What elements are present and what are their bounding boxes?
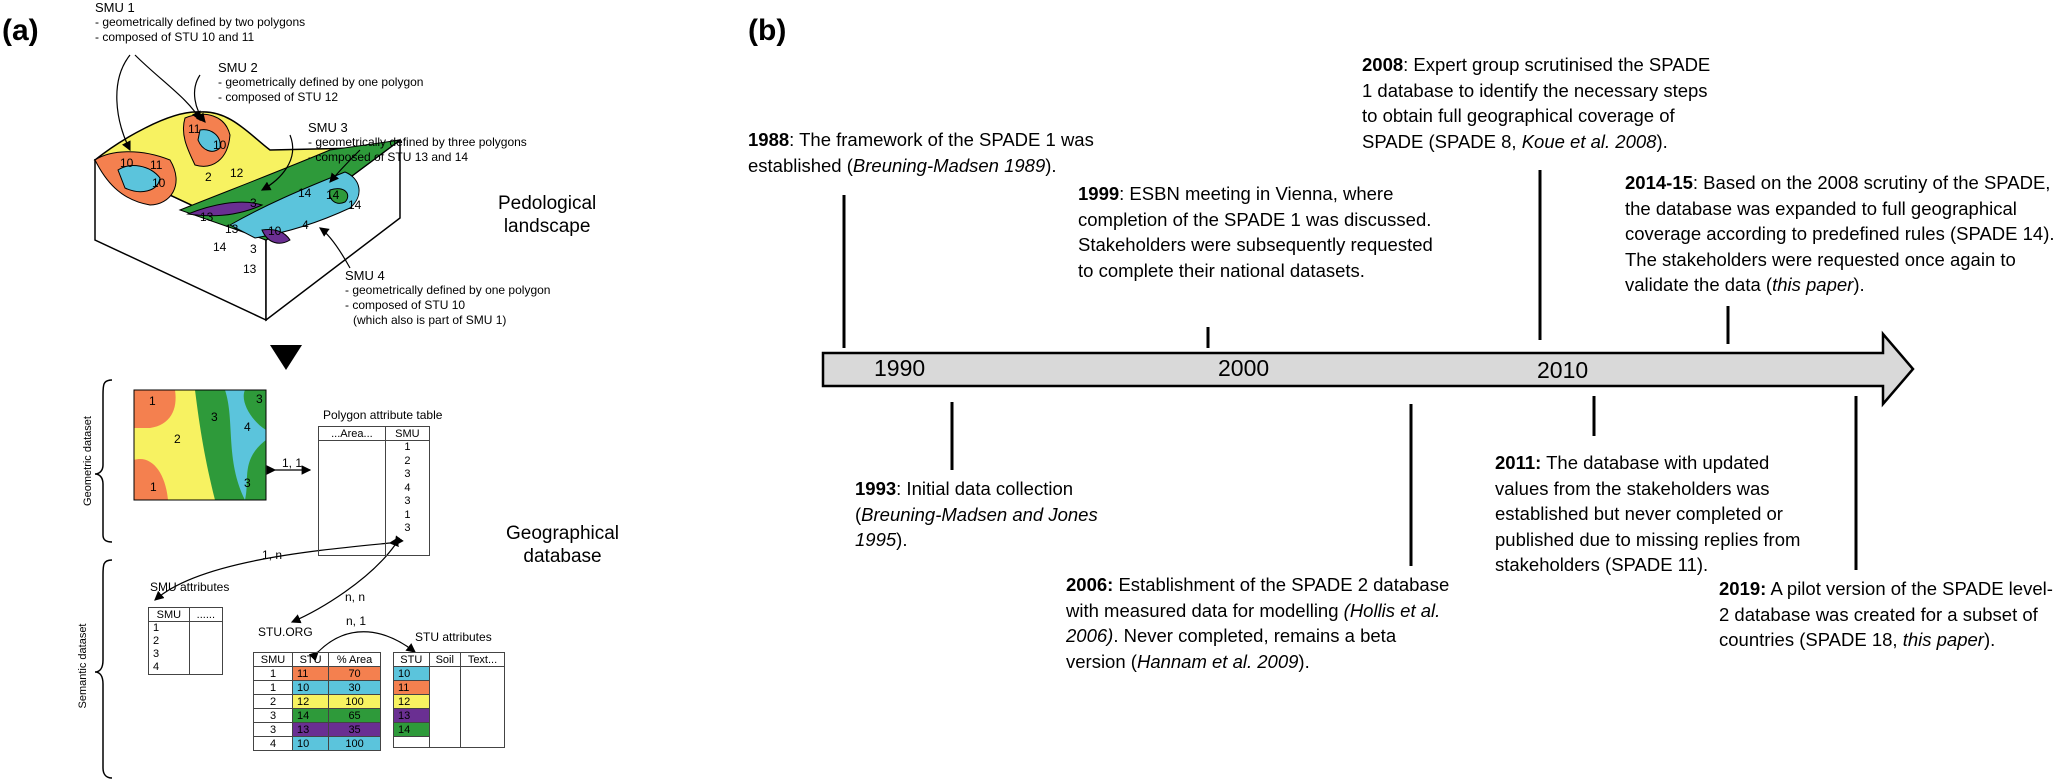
event-1999-line4: to complete their national datasets. bbox=[1078, 259, 1365, 281]
block-num: 11 bbox=[150, 158, 163, 172]
stu-org-row bbox=[254, 709, 381, 723]
stu-org-pct-cell: 100 bbox=[329, 737, 381, 751]
event-2008-line2: 1 database to identify the necessary steps bbox=[1362, 79, 1708, 101]
polygon-area-cell bbox=[319, 441, 386, 556]
event-2019 bbox=[1719, 576, 2053, 653]
event-2011-line3: established but never completed or bbox=[1495, 503, 1783, 524]
stu-attr-stu-cell: 13 bbox=[394, 709, 430, 723]
event-2014-cite: this paper bbox=[1772, 274, 1854, 295]
event-2006-line4a: version ( bbox=[1066, 650, 1137, 672]
stu-attr-rows bbox=[394, 667, 505, 748]
smu3-callout bbox=[308, 120, 527, 165]
smu1-line2: - composed of STU 10 and 11 bbox=[95, 30, 255, 44]
event-1999-line1: : ESBN meeting in Vienna, where bbox=[1119, 183, 1394, 204]
smu2-line2: - composed of STU 12 bbox=[218, 90, 339, 104]
smu3-title: SMU 3 bbox=[308, 120, 348, 135]
block-num: 13 bbox=[243, 262, 257, 276]
stu-org-smu-cell: 4 bbox=[254, 737, 293, 751]
event-2006-cite3: Hannam et al. 2009 bbox=[1136, 650, 1299, 672]
event-2006-line1: Establishment of the SPADE 2 database bbox=[1113, 574, 1450, 595]
smu-attr-header-dots: ...... bbox=[189, 608, 222, 622]
panel-a-label: (a) bbox=[2, 14, 39, 47]
stu-org-row bbox=[254, 723, 381, 737]
stu-org-row bbox=[254, 667, 381, 681]
stu-org-smu-cell: 1 bbox=[254, 681, 293, 695]
stu-org-pct-cell: 35 bbox=[329, 723, 381, 737]
stu-org-table bbox=[253, 652, 381, 751]
map-num: 1 bbox=[150, 480, 157, 494]
panel-b-label: (b) bbox=[748, 14, 787, 47]
block-num: 14 bbox=[298, 186, 312, 200]
smu3-line1: - geometrically defined by three polygons bbox=[308, 135, 527, 149]
geo-db-line1: Geographical bbox=[506, 523, 620, 544]
event-2011-line5: stakeholders (SPADE 11). bbox=[1495, 554, 1709, 575]
block-num: 13 bbox=[225, 222, 239, 236]
relation-one-n: 1, n bbox=[262, 548, 283, 562]
pedological-landscape-label bbox=[498, 192, 596, 238]
stu-org-header-stu: STU bbox=[293, 653, 329, 667]
polygon-smu-value: 3 bbox=[404, 468, 411, 480]
stu-org-pct-cell: 65 bbox=[329, 709, 381, 723]
polygon-table-header-smu: SMU bbox=[385, 427, 429, 441]
stu-org-stu-cell: 10 bbox=[293, 737, 329, 751]
block-num: 2 bbox=[205, 170, 212, 184]
smu-attributes-title: SMU attributes bbox=[150, 580, 230, 594]
event-2008-line4a: SPADE (SPADE 8, bbox=[1362, 130, 1522, 152]
polygon-smu-value: 3 bbox=[404, 522, 411, 534]
event-1988-cite: Breuning-Madsen 1989 bbox=[852, 154, 1046, 176]
timeline-arrow bbox=[823, 334, 1913, 404]
event-2006-line2a: with measured data for modelling bbox=[1066, 599, 1344, 621]
stu-attributes-title: STU attributes bbox=[415, 630, 492, 644]
event-2006-line3b: . Never completed, remains a beta bbox=[1113, 625, 1397, 646]
event-1999-year: 1999 bbox=[1078, 183, 1120, 204]
polygon-smu-value: 3 bbox=[404, 495, 411, 507]
event-2006-cite2: 2006) bbox=[1066, 625, 1114, 646]
polygon-table-header-area: ...Area... bbox=[319, 427, 386, 441]
stu-org-pct-cell: 100 bbox=[329, 695, 381, 709]
stu-org-smu-cell: 2 bbox=[254, 695, 293, 709]
block-num: 10 bbox=[152, 176, 166, 190]
event-2011 bbox=[1495, 450, 1800, 578]
event-1993-year: 1993 bbox=[855, 478, 897, 499]
axis-year-2010: 2010 bbox=[1537, 357, 1589, 383]
block-num: 12 bbox=[230, 166, 244, 180]
block-num: 11 bbox=[188, 122, 201, 136]
map-num: 3 bbox=[211, 410, 218, 424]
event-2008-line4b: ). bbox=[1656, 130, 1668, 152]
map-num: 2 bbox=[174, 432, 181, 446]
block-num: 14 bbox=[326, 188, 340, 202]
map-num: 1 bbox=[149, 394, 156, 408]
event-2008-year: 2008 bbox=[1362, 54, 1404, 75]
stu-attr-soil-cell bbox=[429, 667, 460, 748]
event-1993 bbox=[855, 476, 1098, 553]
stu-attributes-table bbox=[393, 652, 505, 748]
polygon-smu-cell bbox=[385, 441, 429, 556]
smu4-line3: (which also is part of SMU 1) bbox=[353, 313, 507, 327]
block-num: 10 bbox=[268, 224, 282, 238]
event-2014-line1: : Based on the 2008 scrutiny of the SPADE, bbox=[1692, 172, 2051, 193]
event-2011-line4: published due to missing replies from bbox=[1495, 528, 1801, 550]
event-2008-cite: Koue et al. 2008 bbox=[1521, 130, 1657, 152]
stu-attr-filler-cell bbox=[394, 737, 430, 748]
event-2011-line2: values from the stakeholders was bbox=[1495, 477, 1770, 499]
block-num: 13 bbox=[200, 210, 214, 224]
event-1988-line2b: ). bbox=[1045, 154, 1057, 176]
event-1988-year: 1988 bbox=[748, 129, 790, 150]
stu-org-stu-cell: 11 bbox=[293, 667, 329, 681]
event-1999-line2: completion of the SPADE 1 was discussed. bbox=[1078, 208, 1432, 230]
stu-org-rows bbox=[254, 667, 381, 751]
polygon-smu-value: 2 bbox=[404, 454, 411, 467]
event-2019-line2: 2 database was created for a subset of bbox=[1719, 603, 2038, 625]
stu-attr-header-text: Text... bbox=[460, 653, 504, 667]
smu-attr-value: 3 bbox=[153, 648, 160, 660]
smu1-title: SMU 1 bbox=[95, 0, 135, 15]
event-2019-cite: this paper bbox=[1902, 629, 1984, 650]
event-2014-year: 2014-15 bbox=[1625, 172, 1693, 193]
event-2019-year: 2019: bbox=[1719, 578, 1767, 599]
event-2014-line5b: ). bbox=[1853, 274, 1865, 295]
event-1993-line2a: ( bbox=[855, 503, 862, 525]
event-1988-line2a: established ( bbox=[748, 154, 853, 176]
smu1-line1: - geometrically defined by two polygons bbox=[95, 15, 306, 29]
event-2019-line3a: countries (SPADE 18, bbox=[1719, 629, 1903, 650]
smu-attr-blank bbox=[189, 622, 222, 675]
stu-org-smu-cell: 3 bbox=[254, 723, 293, 737]
polygon-smu-value: 4 bbox=[404, 481, 411, 494]
stu-attr-stu-cell: 11 bbox=[394, 681, 430, 695]
event-1993-line1: : Initial data collection bbox=[896, 478, 1074, 499]
event-2019-line1: A pilot version of the SPADE level- bbox=[1766, 578, 2053, 599]
block-num: 10 bbox=[120, 156, 134, 170]
stu-org-stu-cell: 14 bbox=[293, 709, 329, 723]
stu-org-header-smu: SMU bbox=[254, 653, 293, 667]
event-1999 bbox=[1078, 181, 1433, 283]
map-num: 3 bbox=[244, 476, 251, 490]
polygon-table-title: Polygon attribute table bbox=[323, 408, 443, 422]
event-2006-cite1: (Hollis et al. bbox=[1343, 599, 1441, 621]
smu-attr-header-smu: SMU bbox=[149, 608, 190, 622]
axis-year-2000: 2000 bbox=[1218, 355, 1270, 381]
event-2014-line3: coverage according to predefined rules (SPADE 14). bbox=[1625, 223, 2055, 244]
event-2006-year: 2006: bbox=[1066, 574, 1114, 595]
map-num: 4 bbox=[244, 420, 251, 434]
smu-attr-value: 4 bbox=[153, 661, 160, 673]
smu-attributes-table bbox=[148, 607, 223, 675]
smu-attr-value: 2 bbox=[153, 635, 160, 647]
event-1993-line3b: ). bbox=[896, 529, 908, 550]
stu-attr-header-stu: STU bbox=[394, 653, 430, 667]
stu-org-title: STU.ORG bbox=[258, 625, 313, 639]
event-2008 bbox=[1362, 52, 1710, 154]
stu-org-smu-cell: 1 bbox=[254, 667, 293, 681]
pedological-label-line2: landscape bbox=[503, 216, 591, 237]
smu2-title: SMU 2 bbox=[218, 60, 258, 75]
stu-org-row bbox=[254, 737, 381, 751]
relation-n-n: n, n bbox=[345, 590, 366, 604]
event-1999-line3: Stakeholders were subsequently requested bbox=[1078, 234, 1433, 255]
stu-org-pct-cell: 70 bbox=[329, 667, 381, 681]
down-arrow-icon bbox=[270, 345, 302, 370]
stu-org-stu-cell: 12 bbox=[293, 695, 329, 709]
block-num: 14 bbox=[348, 198, 362, 212]
smu-attr-value: 1 bbox=[153, 622, 160, 634]
relation-one-one: 1, 1 bbox=[282, 456, 303, 470]
stu-org-row bbox=[254, 681, 381, 695]
geometric-dataset-label: Geometric dataset bbox=[82, 416, 94, 506]
event-2006 bbox=[1066, 572, 1449, 674]
stu-org-row bbox=[254, 695, 381, 709]
block-num: 3 bbox=[250, 196, 257, 210]
event-1993-cite2: 1995 bbox=[855, 529, 897, 550]
event-2006-line4b: ). bbox=[1298, 650, 1310, 672]
event-2014-15 bbox=[1625, 170, 2055, 298]
block-num: 14 bbox=[213, 240, 227, 254]
stu-attr-text-cell bbox=[460, 667, 504, 748]
stu-org-smu-cell: 3 bbox=[254, 709, 293, 723]
event-2011-line1: The database with updated bbox=[1541, 452, 1770, 473]
stu-org-stu-cell: 10 bbox=[293, 681, 329, 695]
event-1988-line1: : The framework of the SPADE 1 was bbox=[789, 129, 1094, 150]
smu2-line1: - geometrically defined by one polygon bbox=[218, 75, 424, 89]
stu-org-stu-cell: 13 bbox=[293, 723, 329, 737]
stu-attr-row bbox=[394, 667, 505, 681]
stu-attr-stu-cell: 10 bbox=[394, 667, 430, 681]
event-2008-line3: to obtain full geographical coverage of bbox=[1362, 105, 1675, 126]
block-num: 3 bbox=[250, 242, 257, 256]
smu4-line2: - composed of STU 10 bbox=[345, 298, 466, 312]
polygon-smu-value: 1 bbox=[404, 441, 411, 453]
stu-attr-header-soil: Soil bbox=[429, 653, 460, 667]
geo-db-line2: database bbox=[523, 546, 602, 567]
smu4-title: SMU 4 bbox=[345, 268, 385, 283]
stu-org-header-pct: % Area bbox=[329, 653, 381, 667]
polygon-smu-value: 1 bbox=[404, 508, 411, 521]
smu4-callout bbox=[345, 268, 550, 328]
smu-attr-values bbox=[149, 622, 190, 675]
event-2011-year: 2011: bbox=[1495, 452, 1542, 473]
pedological-label-line1: Pedological bbox=[498, 193, 597, 214]
semantic-dataset-label: Semantic dataset bbox=[77, 623, 89, 709]
event-2014-line4: The stakeholders were requested once again to bbox=[1625, 248, 2016, 270]
smu1-callout bbox=[95, 0, 305, 45]
event-2019-line3b: ). bbox=[1983, 629, 1996, 650]
map-num: 3 bbox=[256, 392, 263, 406]
block-num: 4 bbox=[302, 218, 309, 232]
event-2014-line2: the database was expanded to full geographical bbox=[1625, 197, 2017, 219]
relation-n-one: n, 1 bbox=[346, 614, 367, 628]
polygon-attribute-table bbox=[318, 426, 430, 556]
stu-org-pct-cell: 30 bbox=[329, 681, 381, 695]
block-num: 10 bbox=[213, 138, 227, 152]
event-2014-line5a: validate the data ( bbox=[1625, 274, 1773, 295]
event-1993-cite1: Breuning-Madsen and Jones bbox=[861, 503, 1098, 525]
event-2008-line1: : Expert group scrutinised the SPADE bbox=[1403, 54, 1711, 75]
smu3-line2: - composed of STU 13 and 14 bbox=[308, 150, 469, 164]
stu-attr-stu-cell: 14 bbox=[394, 723, 430, 737]
geographical-database-label bbox=[506, 522, 619, 568]
event-1988 bbox=[748, 127, 1094, 178]
smu4-line1: - geometrically defined by one polygon bbox=[345, 283, 551, 297]
stu-attr-stu-cell: 12 bbox=[394, 695, 430, 709]
axis-year-1990: 1990 bbox=[874, 355, 926, 381]
smu2-callout bbox=[218, 60, 423, 105]
